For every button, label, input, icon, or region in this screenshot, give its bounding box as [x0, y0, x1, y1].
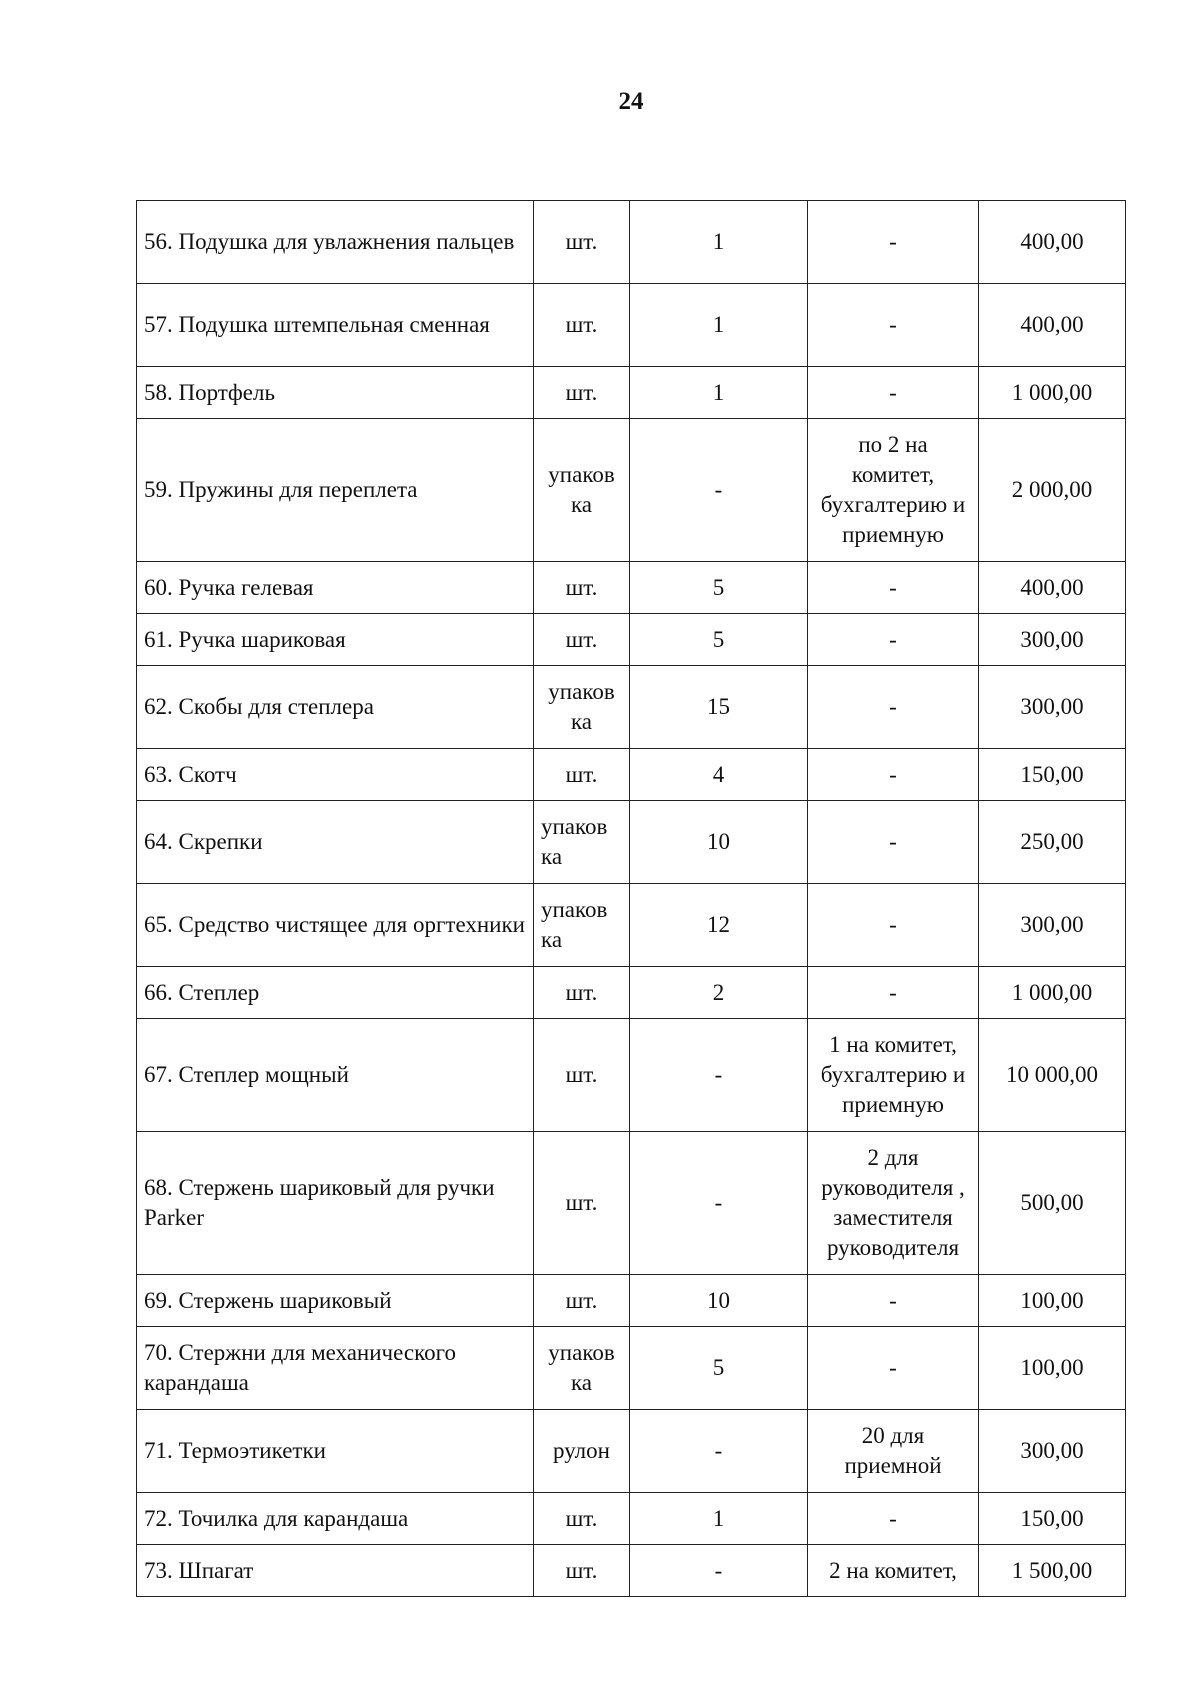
item-note: 20 для приемной — [808, 1410, 979, 1493]
item-price: 300,00 — [979, 614, 1126, 666]
item-quantity: 1 — [630, 284, 808, 367]
item-quantity: 1 — [630, 367, 808, 419]
item-unit: упаков ка — [534, 1327, 630, 1410]
item-name: 68. Стержень шариковый для ручки Parker — [137, 1132, 534, 1275]
item-note: - — [808, 749, 979, 801]
table-row — [137, 884, 1126, 967]
item-note: - — [808, 201, 979, 284]
item-quantity: 5 — [630, 1327, 808, 1410]
item-price: 10 000,00 — [979, 1019, 1126, 1132]
item-name: 72. Точилка для карандаша — [137, 1493, 534, 1545]
item-price: 400,00 — [979, 201, 1126, 284]
item-note: - — [808, 1493, 979, 1545]
item-name: 66. Степлер — [137, 967, 534, 1019]
supplies-table — [136, 200, 1126, 1597]
table-row — [137, 562, 1126, 614]
table-row — [137, 666, 1126, 749]
item-note: - — [808, 1327, 979, 1410]
table-row — [137, 967, 1126, 1019]
table-row — [137, 1019, 1126, 1132]
table-row — [137, 1132, 1126, 1275]
item-name: 64. Скрепки — [137, 801, 534, 884]
item-unit: шт. — [534, 614, 630, 666]
item-note: - — [808, 562, 979, 614]
item-name: 71. Термоэтикетки — [137, 1410, 534, 1493]
item-note: - — [808, 884, 979, 967]
item-unit: шт. — [534, 749, 630, 801]
item-unit: шт. — [534, 1493, 630, 1545]
item-price: 250,00 — [979, 801, 1126, 884]
item-name: 65. Средство чистящее для оргтехники — [137, 884, 534, 967]
table-row — [137, 801, 1126, 884]
item-price: 300,00 — [979, 666, 1126, 749]
item-quantity: 10 — [630, 801, 808, 884]
table-row — [137, 201, 1126, 284]
item-name: 60. Ручка гелевая — [137, 562, 534, 614]
item-price: 100,00 — [979, 1327, 1126, 1410]
item-quantity: - — [630, 1410, 808, 1493]
item-note: 2 для руководителя , заместителя руководителя — [808, 1132, 979, 1275]
item-unit: шт. — [534, 562, 630, 614]
item-price: 1 000,00 — [979, 367, 1126, 419]
item-name: 67. Степлер мощный — [137, 1019, 534, 1132]
item-quantity: - — [630, 1545, 808, 1597]
item-unit: рулон — [534, 1410, 630, 1493]
item-unit: шт. — [534, 1132, 630, 1275]
item-note: - — [808, 967, 979, 1019]
item-note: по 2 на комитет, бухгалтерию и приемную — [808, 419, 979, 562]
item-unit: шт. — [534, 967, 630, 1019]
item-quantity: 10 — [630, 1275, 808, 1327]
table-row — [137, 749, 1126, 801]
table-row — [137, 614, 1126, 666]
item-price: 150,00 — [979, 749, 1126, 801]
item-name: 69. Стержень шариковый — [137, 1275, 534, 1327]
item-price: 300,00 — [979, 884, 1126, 967]
item-quantity: 4 — [630, 749, 808, 801]
item-unit: упаков ка — [534, 884, 630, 967]
item-note: 1 на комитет, бухгалтерию и приемную — [808, 1019, 979, 1132]
item-quantity: - — [630, 1132, 808, 1275]
table-row — [137, 1410, 1126, 1493]
item-quantity: 5 — [630, 562, 808, 614]
table-row — [137, 1275, 1126, 1327]
table-row — [137, 284, 1126, 367]
item-note: 2 на комитет, — [808, 1545, 979, 1597]
item-name: 73. Шпагат — [137, 1545, 534, 1597]
item-name: 63. Скотч — [137, 749, 534, 801]
item-note: - — [808, 666, 979, 749]
item-unit: шт. — [534, 367, 630, 419]
item-quantity: 2 — [630, 967, 808, 1019]
item-unit: упаков ка — [534, 801, 630, 884]
item-quantity: 12 — [630, 884, 808, 967]
item-name: 56. Подушка для увлажнения пальцев — [137, 201, 534, 284]
item-price: 500,00 — [979, 1132, 1126, 1275]
item-note: - — [808, 801, 979, 884]
item-unit: шт. — [534, 1019, 630, 1132]
table-row — [137, 1545, 1126, 1597]
item-name: 61. Ручка шариковая — [137, 614, 534, 666]
item-name: 57. Подушка штемпельная сменная — [137, 284, 534, 367]
item-name: 59. Пружины для переплета — [137, 419, 534, 562]
item-name: 62. Скобы для степлера — [137, 666, 534, 749]
item-name: 58. Портфель — [137, 367, 534, 419]
table-row — [137, 1493, 1126, 1545]
item-name: 70. Стержни для механического карандаша — [137, 1327, 534, 1410]
item-quantity: - — [630, 1019, 808, 1132]
item-unit: упаков ка — [534, 666, 630, 749]
table-row — [137, 419, 1126, 562]
item-price: 400,00 — [979, 284, 1126, 367]
item-quantity: 15 — [630, 666, 808, 749]
item-price: 1 000,00 — [979, 967, 1126, 1019]
item-unit: упаков ка — [534, 419, 630, 562]
item-note: - — [808, 284, 979, 367]
item-unit: шт. — [534, 1545, 630, 1597]
item-price: 100,00 — [979, 1275, 1126, 1327]
item-quantity: 5 — [630, 614, 808, 666]
item-unit: шт. — [534, 1275, 630, 1327]
item-note: - — [808, 1275, 979, 1327]
item-unit: шт. — [534, 201, 630, 284]
page-number: 24 — [618, 88, 644, 115]
item-note: - — [808, 614, 979, 666]
item-price: 300,00 — [979, 1410, 1126, 1493]
item-price: 2 000,00 — [979, 419, 1126, 562]
item-price: 150,00 — [979, 1493, 1126, 1545]
item-quantity: 1 — [630, 1493, 808, 1545]
item-unit: шт. — [534, 284, 630, 367]
item-price: 1 500,00 — [979, 1545, 1126, 1597]
item-quantity: - — [630, 419, 808, 562]
item-price: 400,00 — [979, 562, 1126, 614]
table-row — [137, 367, 1126, 419]
table-row — [137, 1327, 1126, 1410]
item-quantity: 1 — [630, 201, 808, 284]
item-note: - — [808, 367, 979, 419]
